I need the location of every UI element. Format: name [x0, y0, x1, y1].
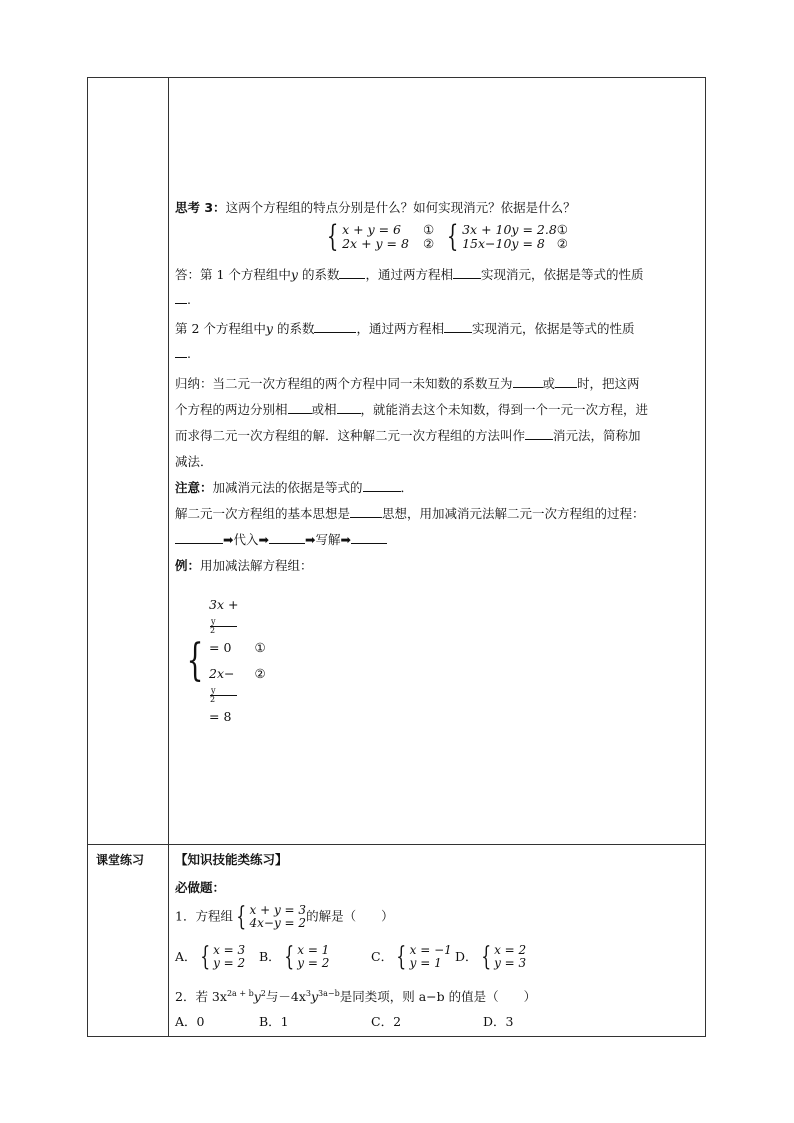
q1-system: { x + y = 3 4x−y = 2 — [236, 902, 307, 932]
question-2: 2．若 $3x^{2a + b}y^2$与$-4x^3y^{3a-b}$是同类项，则 a−b 的值是（ ） — [175, 989, 537, 1005]
summary-line-1: 归纳：当二元一次方程组的两个方程中同一未知数的系数互为 或 时，把这两 — [175, 376, 640, 391]
summary-line-3: 而求得二元一次方程组的解．这种解二元一次方程组的方法叫作 消元法，简称加 — [175, 428, 641, 443]
blank[interactable] — [269, 530, 305, 544]
example-mark1: ① — [254, 640, 266, 655]
column-divider — [168, 78, 169, 1036]
blank[interactable] — [339, 265, 365, 279]
summary-line-2: 个方程的两边分别相 或相 ，就能消去这个未知数，得到一个一元一次方程，进 — [175, 402, 649, 417]
blank[interactable] — [363, 478, 401, 492]
sys1-eq1: x + y = 6 — [342, 222, 401, 237]
blank[interactable] — [337, 400, 361, 414]
summary-label: 归纳： — [175, 376, 213, 391]
q2-option-b[interactable]: B．1 — [259, 1014, 289, 1029]
blank[interactable] — [555, 374, 577, 388]
arrow-icon: ➡ — [340, 532, 351, 547]
blank[interactable] — [350, 504, 382, 518]
example-system: { 3x + y 2 = 0 2x− y 2 = 8 ① ② — [181, 592, 266, 730]
arrow-icon: ➡ — [258, 532, 269, 547]
basic-idea-line: 解二元一次方程组的基本思想是 思想，用加减消元法解二元一次方程组的过程： — [175, 506, 645, 521]
example-label: 例： — [175, 558, 201, 573]
practice-heading: 【知识技能类练习】 — [175, 852, 288, 867]
question-1: 1．方程组 { x + y = 3 4x−y = 2 的解是（ ） — [175, 902, 394, 932]
blank[interactable] — [288, 400, 312, 414]
option-b[interactable]: B． { x = 1 y = 2 — [259, 942, 330, 972]
option-d[interactable]: D． { x = 2 y = 3 — [455, 942, 527, 972]
q2-option-c[interactable]: C．2 — [371, 1014, 402, 1029]
system-2: { 3x + 10y = 2.8 15x−10y = 8 ① ② — [446, 219, 569, 254]
blank[interactable] — [513, 374, 543, 388]
option-a[interactable]: A． { x = 3 y = 2 — [175, 942, 246, 972]
blank[interactable] — [175, 344, 187, 358]
sys1-eq2: 2x + y = 8 — [342, 236, 409, 251]
content-cell — [175, 78, 700, 1038]
option-c[interactable]: C． { x = −1 y = 1 — [371, 942, 452, 972]
sys2-eq1: 3x + 10y = 2.8 — [462, 222, 557, 237]
blank[interactable] — [175, 530, 223, 544]
q2-option-a[interactable]: A．0 — [175, 1014, 205, 1029]
q2-option-d[interactable]: D．3 — [483, 1014, 514, 1029]
think3-label: 思考 3： — [175, 200, 226, 215]
arrow-icon: ➡ — [223, 532, 234, 547]
sys2-mark1: ① — [556, 222, 569, 237]
answer-line-2b: . — [175, 344, 191, 364]
note-line: 注意：加减消元法的依据是等式的 ． — [175, 480, 414, 495]
sys2-mark2: ② — [556, 236, 569, 251]
example-eq2: 2x− y 2 = 8 — [209, 661, 238, 730]
process-line: ➡代入➡ ➡写解➡ — [175, 530, 387, 550]
example-line: 例：用加减法解方程组： — [175, 558, 313, 573]
think3-line — [175, 198, 576, 218]
answer-line-2: 第 2 个方程组中y 的系数 ，通过两方程相 实现消元，依据是等式的性质 — [175, 321, 635, 336]
required-label: 必做题： — [175, 880, 226, 895]
example-eq1: 3x + y 2 = 0 — [209, 597, 239, 655]
think3-question: 这两个方程组的特点分别是什么？如何实现消元？依据是什么？ — [225, 200, 576, 215]
note-label: 注意： — [175, 480, 213, 495]
sys1-mark1: ① — [422, 222, 435, 237]
sys2-eq2: 15x−10y = 8 — [462, 236, 545, 251]
blank[interactable] — [314, 319, 356, 333]
blank[interactable] — [444, 319, 472, 333]
sys1-mark2: ② — [422, 236, 435, 251]
summary-line-4: 减法． — [175, 454, 213, 469]
blank[interactable] — [525, 426, 553, 440]
arrow-icon: ➡ — [304, 532, 316, 547]
lesson-table — [87, 77, 706, 1037]
example-mark2: ② — [254, 666, 266, 681]
blank[interactable] — [175, 290, 187, 304]
system-1: { x + y = 6 2x + y = 8 ① ② — [326, 219, 435, 254]
practice-cell-label: 课堂练习 — [96, 853, 145, 867]
answer-line-1b: . — [175, 290, 191, 310]
answer-line-1: 答：第 1 个方程组中y 的系数 ，通过两方程相 实现消元，依据是等式的性质 — [175, 267, 644, 282]
blank[interactable] — [351, 530, 387, 544]
blank[interactable] — [453, 265, 481, 279]
